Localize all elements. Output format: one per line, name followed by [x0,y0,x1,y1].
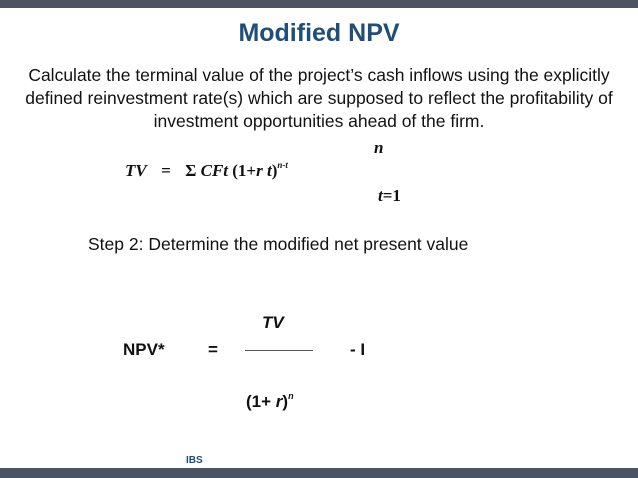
rate-term: r t [256,161,272,180]
minus-investment-term: - I [350,340,366,359]
step2-heading: Step 2: Determine the modified net present value [88,234,469,254]
top-frame-bar [0,0,638,8]
close-paren: ) [271,161,278,180]
slide-title: Modified NPV [238,19,400,47]
terminal-value-formula [125,160,288,181]
sum-upper-limit: n [374,138,384,157]
sigma-symbol: Σ [185,161,197,180]
denominator-rate: r [275,392,283,411]
exponent: n-t [277,160,288,170]
denominator-close: ) [282,392,289,411]
cash-flow-term: CFt [200,161,229,180]
fraction-denominator [246,391,294,412]
bottom-frame-bar [0,468,638,478]
index-start: =1 [382,186,401,205]
npv-equals-sign: = [208,340,218,359]
npv-star-symbol: NPV* [123,340,165,359]
sum-lower-limit [378,186,401,206]
tv-symbol: TV [125,161,147,180]
fraction-numerator: TV [262,313,284,332]
equals-sign: = [161,161,171,180]
denominator-exponent: n [288,391,294,401]
fraction-bar [245,350,313,351]
intro-paragraph: Calculate the terminal value of the project’s cash inflows using the explicitly defined reinvestment rate(s) which are supposed to reflect the profitability of investment opportunities ahead of the firm. [25,65,613,131]
open-paren: (1+ [232,161,257,180]
footer-label: IBS [186,455,203,466]
index-variable: t [378,186,383,205]
denominator-open: (1+ [246,392,276,411]
